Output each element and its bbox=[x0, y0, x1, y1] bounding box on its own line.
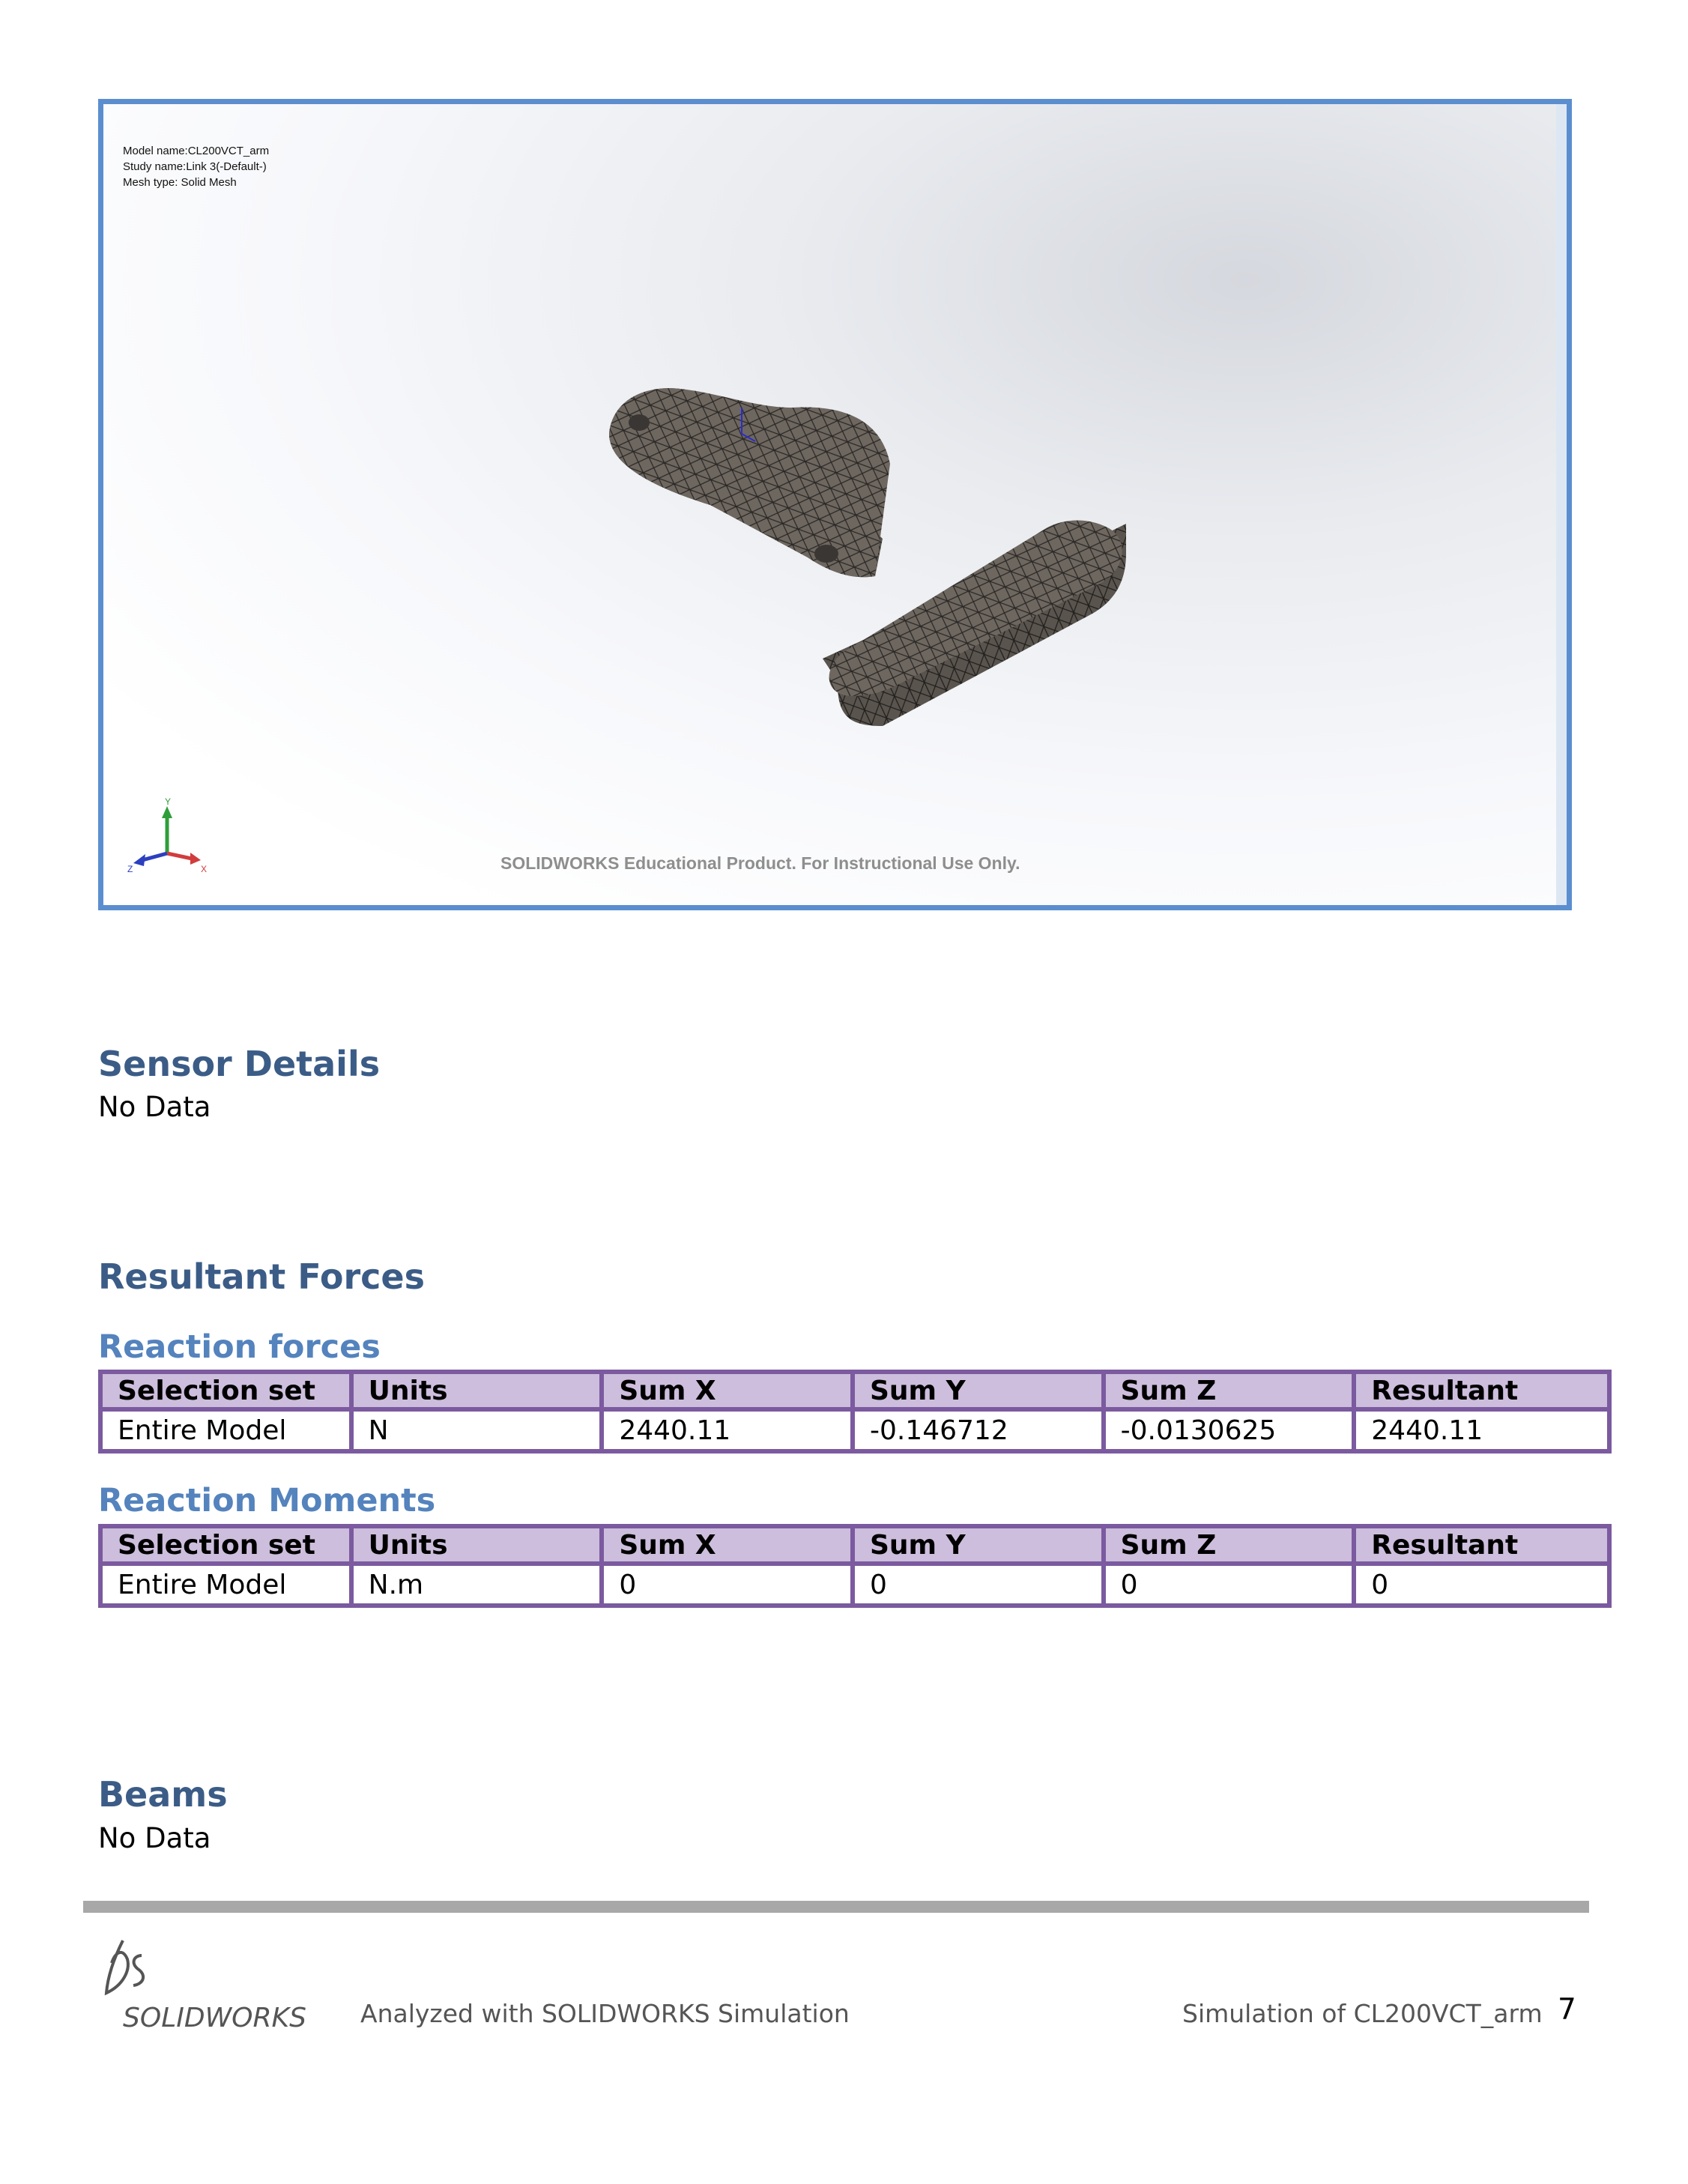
reaction-moments-table bbox=[98, 1524, 1612, 1608]
table-cell: N.m bbox=[354, 1566, 605, 1603]
beams-text: No Data bbox=[98, 1822, 211, 1854]
column-header: Sum Y bbox=[855, 1528, 1106, 1566]
mesh-type: Mesh type: Solid Mesh bbox=[123, 176, 237, 189]
table-cell: 0 bbox=[604, 1566, 855, 1603]
axis-y-label: Y bbox=[165, 797, 172, 807]
table-header-row bbox=[103, 1374, 1607, 1412]
table-cell: 0 bbox=[855, 1566, 1106, 1603]
table-cell: -0.0130625 bbox=[1106, 1412, 1357, 1449]
viewport-edge bbox=[1556, 104, 1567, 905]
table-cell: 2440.11 bbox=[604, 1412, 855, 1449]
page-number: 7 bbox=[1558, 1993, 1576, 2027]
reaction-moments-heading: Reaction Moments bbox=[98, 1482, 436, 1519]
table-cell: Entire Model bbox=[103, 1566, 354, 1603]
table-cell: 0 bbox=[1106, 1566, 1357, 1603]
meshed-part-image bbox=[568, 366, 1302, 786]
column-header: Selection set bbox=[103, 1528, 354, 1566]
table-cell: 0 bbox=[1356, 1566, 1607, 1603]
axis-triad-icon bbox=[126, 797, 208, 880]
educational-watermark: SOLIDWORKS Educational Product. For Instructional Use Only. bbox=[500, 853, 1020, 873]
column-header: Sum Y bbox=[855, 1374, 1106, 1412]
table-cell: N bbox=[354, 1412, 605, 1449]
column-header: Selection set bbox=[103, 1374, 354, 1412]
sensor-details-heading: Sensor Details bbox=[98, 1044, 381, 1084]
simulation-of-text: Simulation of CL200VCT_arm bbox=[1182, 1999, 1543, 2028]
column-header: Units bbox=[354, 1374, 605, 1412]
table-header-row bbox=[103, 1528, 1607, 1566]
sensor-details-text: No Data bbox=[98, 1091, 211, 1123]
analyzed-with-text: Analyzed with SOLIDWORKS Simulation bbox=[360, 1999, 850, 2028]
column-header: Sum X bbox=[604, 1374, 855, 1412]
column-header: Resultant bbox=[1356, 1528, 1607, 1566]
beams-heading: Beams bbox=[98, 1774, 228, 1815]
resultant-forces-heading: Resultant Forces bbox=[98, 1256, 425, 1297]
column-header: Sum X bbox=[604, 1528, 855, 1566]
footer-divider bbox=[83, 1901, 1589, 1913]
column-header: Sum Z bbox=[1106, 1528, 1357, 1566]
reaction-forces-heading: Reaction forces bbox=[98, 1328, 381, 1366]
solidworks-logo bbox=[100, 1933, 325, 2038]
axis-x-label: X bbox=[201, 864, 208, 874]
model-name: Model name:CL200VCT_arm bbox=[123, 145, 270, 157]
model-viewport[interactable] bbox=[98, 99, 1572, 910]
table-cell: 2440.11 bbox=[1356, 1412, 1607, 1449]
ds-logo-icon bbox=[106, 1941, 143, 1993]
column-header: Units bbox=[354, 1528, 605, 1566]
table-cell: -0.146712 bbox=[855, 1412, 1106, 1449]
axis-z-label: Z bbox=[127, 864, 133, 874]
column-header: Sum Z bbox=[1106, 1374, 1357, 1412]
table-row bbox=[103, 1566, 1607, 1603]
column-header: Resultant bbox=[1356, 1374, 1607, 1412]
reaction-forces-table bbox=[98, 1370, 1612, 1454]
model-info bbox=[123, 143, 269, 190]
table-cell: Entire Model bbox=[103, 1412, 354, 1449]
logo-wordmark: SOLIDWORKS bbox=[123, 2003, 306, 2033]
table-row bbox=[103, 1412, 1607, 1449]
study-name: Study name:Link 3(-Default-) bbox=[123, 160, 267, 173]
